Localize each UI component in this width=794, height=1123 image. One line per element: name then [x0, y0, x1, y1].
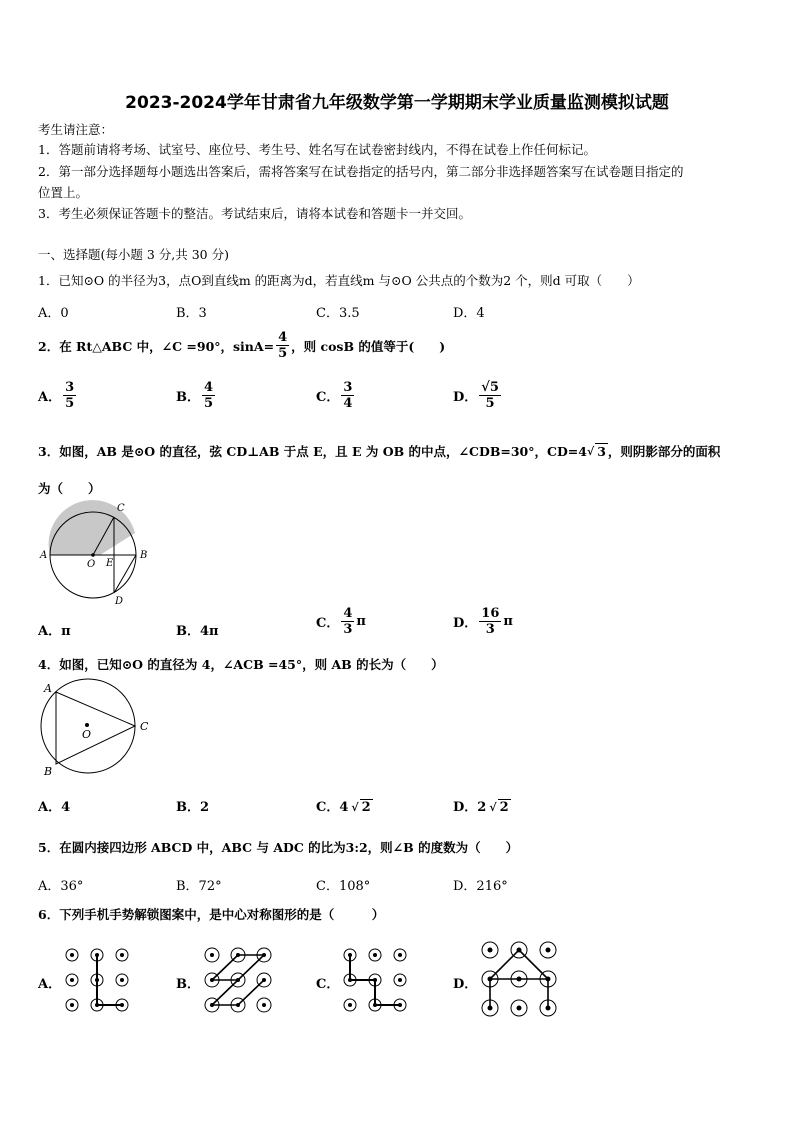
- gesture-path: [490, 979, 548, 1008]
- q1-option-a: A．0: [38, 306, 69, 321]
- sqrt-radicand: 3: [597, 444, 606, 459]
- option-label: B．: [176, 390, 200, 405]
- option-label: C．4: [316, 800, 349, 815]
- label-b: B: [44, 765, 53, 778]
- q2-stem-pre: 2．在 Rt△ABC 中，∠C =90°，sinA=: [38, 338, 275, 354]
- q4-stem: 4．如图，已知⊙O 的直径为 4，∠ACB =45°，则 AB 的长为（ ）: [38, 657, 444, 672]
- q5-stem: 5．在圆内接四边形 ABCD 中，ABC 与 ADC 的比为3:2，则∠B 的度数为（ ）: [38, 840, 519, 855]
- option-label: C．: [316, 616, 340, 631]
- q6-option-b-label: B．: [176, 977, 200, 992]
- notice-item-1: 1．答题前请将考场、试室号、座位号、考生号、姓名写在试卷密封线内，不得在试卷上作任何标记。: [38, 142, 596, 157]
- q3-circle-figure: [38, 500, 153, 610]
- label-e: E: [106, 558, 114, 569]
- option-label: D．: [453, 390, 478, 405]
- q1-option-c: C．3.5: [316, 306, 360, 321]
- q6-pattern-c: [338, 945, 413, 1015]
- option-fraction: [341, 606, 354, 637]
- q6-option-a-label: A．: [38, 977, 62, 992]
- q2-option-a: [38, 380, 78, 411]
- q2-option-d: [453, 380, 503, 411]
- q5-option-b: B．72°: [176, 879, 222, 894]
- sqrt-radicand: 2: [499, 800, 509, 815]
- triangle-abc: [56, 692, 135, 764]
- q3-option-b: B．4π: [176, 624, 219, 639]
- fraction-denominator: 3: [485, 622, 495, 637]
- fraction-numerator: 3: [65, 380, 75, 395]
- center-point: [91, 553, 95, 557]
- q6-pattern-b: [198, 945, 278, 1015]
- option-label: D．2: [453, 800, 487, 815]
- fraction-denominator: 3: [343, 622, 353, 637]
- fraction-numerator: 4: [278, 330, 288, 345]
- q2-option-b: [176, 380, 217, 411]
- gesture-path: [97, 955, 122, 1005]
- q4-option-a: A．4: [38, 800, 71, 815]
- fraction-numerator: 4: [343, 606, 353, 621]
- q4-option-b: B．2: [176, 800, 210, 815]
- option-label: C．: [316, 390, 340, 405]
- q1-stem: 1．已知⊙O 的半径为3，点O到直线m 的距离为d，若直线m 与⊙O 公共点的个数为2 个，则d 可取（ ）: [38, 273, 640, 288]
- fraction-numerator: 16: [481, 606, 500, 621]
- sqrt-radicand: 2: [361, 800, 371, 815]
- page-title: 2023-2024学年甘肃省九年级数学第一学期期末学业质量监测模拟试题: [125, 93, 669, 113]
- q3-stem: 3．如图，AB 是⊙O 的直径，弦 CD⊥AB 于点 E，且 E 为 OB 的中点，∠CDB=30°，CD=4 √ 3 ，则阴影部分的面积: [38, 444, 721, 459]
- gesture-path: [212, 955, 238, 980]
- fraction-denominator: 5: [204, 396, 214, 411]
- q5-option-d: D．216°: [453, 879, 508, 894]
- option-fraction: [479, 380, 501, 411]
- q3-option-d: [453, 606, 513, 637]
- notice-item-2-cont: 位置上。: [38, 185, 89, 200]
- notice-item-2: 2．第一部分选择题每小题选出答案后，需将答案写在试卷指定的括号内，第二部分非选择题答案写在试卷题目指定的: [38, 164, 684, 179]
- fraction-numerator: √5: [481, 380, 499, 395]
- gesture-path: [350, 955, 400, 1005]
- q5-option-c: C．108°: [316, 879, 371, 894]
- option-fraction: [63, 380, 76, 411]
- option-fraction: [202, 380, 215, 411]
- fraction-numerator: 4: [204, 380, 214, 395]
- q6-option-d-label: D．: [453, 977, 478, 992]
- q6-pattern-d: [476, 940, 561, 1020]
- q2-stem: [38, 330, 445, 361]
- label-c: C: [117, 503, 125, 514]
- fraction-denominator: 4: [343, 396, 353, 411]
- notice-item-3: 3．考生必须保证答题卡的整洁。考试结束后，请将本试卷和答题卡一并交回。: [38, 206, 471, 221]
- q3-stem-tail: ，则阴影部分的面积: [607, 444, 721, 459]
- segment-db: [114, 555, 136, 593]
- option-suffix: π: [356, 614, 366, 629]
- fraction-numerator: 3: [343, 380, 353, 395]
- q1-option-b: B．3: [176, 306, 207, 321]
- label-a: A: [44, 682, 52, 695]
- q6-pattern-a: [60, 945, 135, 1015]
- option-suffix: π: [503, 614, 513, 629]
- fraction-denominator: 5: [278, 346, 288, 361]
- option-label: A．: [38, 390, 62, 405]
- label-c: C: [140, 720, 149, 733]
- fraction-denominator: 5: [65, 396, 75, 411]
- fraction-denominator: 5: [485, 396, 495, 411]
- label-b: B: [140, 550, 148, 561]
- q6-stem: 6．下列手机手势解锁图案中，是中心对称图形的是（ ）: [38, 907, 385, 922]
- q4-circle-figure: [38, 678, 158, 783]
- label-o: O: [87, 559, 96, 570]
- q6-option-c-label: C．: [316, 977, 340, 992]
- q2-option-c: [316, 380, 356, 411]
- option-label: D．: [453, 616, 478, 631]
- label-a: A: [40, 550, 48, 561]
- q2-stem-fraction: [276, 330, 289, 361]
- q2-stem-post: ，则 cosB 的值等于( ): [291, 338, 446, 354]
- label-o: O: [82, 728, 92, 741]
- center-point: [85, 723, 89, 727]
- label-d: D: [115, 596, 124, 607]
- option-fraction: [479, 606, 501, 637]
- q4-option-c: C．4 √ 2: [316, 800, 371, 815]
- q3-stem-text: 3．如图，AB 是⊙O 的直径，弦 CD⊥AB 于点 E，且 E 为 OB 的中点，∠CDB=30°，CD=4: [38, 444, 587, 459]
- option-fraction: [341, 380, 354, 411]
- q4-option-d: D．2 √ 2: [453, 800, 509, 815]
- q1-option-d: D．4: [453, 306, 485, 321]
- q3-stem-line2: 为（ ）: [38, 481, 101, 496]
- q5-option-a: A．36°: [38, 879, 84, 894]
- q3-option-a: A．π: [38, 624, 71, 639]
- notice-header: 考生请注意：: [38, 122, 114, 137]
- section-heading: 一、选择题(每小题 3 分,共 30 分): [38, 247, 229, 262]
- q3-option-c: [316, 606, 366, 637]
